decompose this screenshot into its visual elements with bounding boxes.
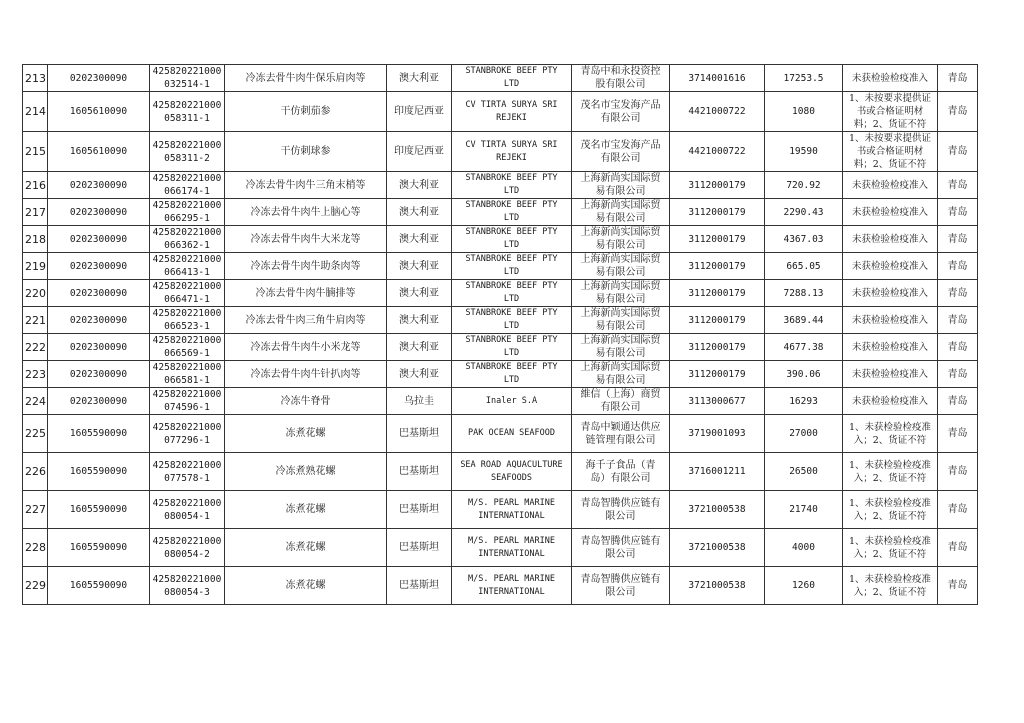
rejection-reason: 未获检验检疫准入 xyxy=(843,307,938,334)
row-number: 229 xyxy=(23,567,48,605)
declaration-number: 425820221000 066581-1 xyxy=(150,361,225,388)
quantity-value: 7288.13 xyxy=(765,280,843,307)
row-number: 219 xyxy=(23,253,48,280)
importer-name: 上海新尚实国际贸 易有限公司 xyxy=(572,334,670,361)
row-number: 214 xyxy=(23,92,48,132)
exporter-name: STANBROKE BEEF PTY LTD xyxy=(452,280,572,307)
origin-country: 澳大利亚 xyxy=(387,307,452,334)
importer-record-code: 3112000179 xyxy=(670,334,765,361)
declaration-number: 425820221000 080054-1 xyxy=(150,491,225,529)
rejection-reason: 未获检验检疫准入 xyxy=(843,388,938,415)
entry-port: 青岛 xyxy=(938,453,978,491)
product-name: 冷冻去骨牛肉牛针扒肉等 xyxy=(225,361,387,388)
quantity-value: 720.92 xyxy=(765,172,843,199)
importer-name: 青岛智腾供应链有 限公司 xyxy=(572,491,670,529)
row-number: 225 xyxy=(23,415,48,453)
importer-record-code: 3714001616 xyxy=(670,65,765,92)
declaration-number: 425820221000 077296-1 xyxy=(150,415,225,453)
product-name: 冷冻去骨牛肉牛小米龙等 xyxy=(225,334,387,361)
rejection-reason: 未获检验检疫准入 xyxy=(843,253,938,280)
rejection-reason: 1、未获检验检疫准 入；2、货证不符 xyxy=(843,567,938,605)
entry-port: 青岛 xyxy=(938,388,978,415)
product-name: 干仿刺茄参 xyxy=(225,92,387,132)
entry-port: 青岛 xyxy=(938,226,978,253)
row-number: 228 xyxy=(23,529,48,567)
exporter-name: M/S. PEARL MARINE INTERNATIONAL xyxy=(452,567,572,605)
row-number: 218 xyxy=(23,226,48,253)
importer-record-code: 3113000677 xyxy=(670,388,765,415)
product-name: 冻煮花螺 xyxy=(225,529,387,567)
importer-name: 青岛智腾供应链有 限公司 xyxy=(572,529,670,567)
entry-port: 青岛 xyxy=(938,172,978,199)
product-name: 冷冻去骨牛肉牛大米龙等 xyxy=(225,226,387,253)
quantity-value: 19590 xyxy=(765,132,843,172)
declaration-number: 425820221000 066174-1 xyxy=(150,172,225,199)
table-row xyxy=(23,65,978,92)
row-number: 217 xyxy=(23,199,48,226)
table-row xyxy=(23,491,978,529)
table-row xyxy=(23,307,978,334)
origin-country: 巴基斯坦 xyxy=(387,567,452,605)
origin-country: 巴基斯坦 xyxy=(387,491,452,529)
exporter-name: STANBROKE BEEF PTY LTD xyxy=(452,361,572,388)
exporter-name: M/S. PEARL MARINE INTERNATIONAL xyxy=(452,529,572,567)
rejection-reason: 1、未按要求提供证 书或合格证明材 料；2、货证不符 xyxy=(843,92,938,132)
declaration-number: 425820221000 066413-1 xyxy=(150,253,225,280)
row-number: 222 xyxy=(23,334,48,361)
quantity-value: 390.06 xyxy=(765,361,843,388)
importer-name: 青岛智腾供应链有 限公司 xyxy=(572,567,670,605)
importer-record-code: 3112000179 xyxy=(670,172,765,199)
origin-country: 澳大利亚 xyxy=(387,361,452,388)
row-number: 216 xyxy=(23,172,48,199)
declaration-number: 425820221000 077578-1 xyxy=(150,453,225,491)
exporter-name: SEA ROAD AQUACULTURE SEAFOODS xyxy=(452,453,572,491)
rejection-reason: 1、未获检验检疫准 入；2、货证不符 xyxy=(843,415,938,453)
importer-record-code: 3716001211 xyxy=(670,453,765,491)
hs-code: 1605610090 xyxy=(48,92,150,132)
quantity-value: 4000 xyxy=(765,529,843,567)
origin-country: 澳大利亚 xyxy=(387,253,452,280)
table-row xyxy=(23,226,978,253)
origin-country: 澳大利亚 xyxy=(387,199,452,226)
table-row xyxy=(23,388,978,415)
product-name: 冻煮花螺 xyxy=(225,491,387,529)
exporter-name: STANBROKE BEEF PTY LTD xyxy=(452,172,572,199)
quantity-value: 16293 xyxy=(765,388,843,415)
hs-code: 0202300090 xyxy=(48,172,150,199)
row-number: 220 xyxy=(23,280,48,307)
rejection-reason: 1、未获检验检疫准 入；2、货证不符 xyxy=(843,453,938,491)
importer-name: 青岛中和永投资控 股有限公司 xyxy=(572,65,670,92)
table-row xyxy=(23,567,978,605)
importer-record-code: 3721000538 xyxy=(670,529,765,567)
origin-country: 澳大利亚 xyxy=(387,65,452,92)
rejection-reason: 未获检验检疫准入 xyxy=(843,334,938,361)
importer-record-code: 3721000538 xyxy=(670,491,765,529)
declaration-number: 425820221000 066471-1 xyxy=(150,280,225,307)
importer-record-code: 3112000179 xyxy=(670,361,765,388)
origin-country: 巴基斯坦 xyxy=(387,415,452,453)
rejection-reason: 1、未获检验检疫准 入；2、货证不符 xyxy=(843,529,938,567)
hs-code: 1605610090 xyxy=(48,132,150,172)
table-body xyxy=(23,65,978,605)
product-name: 冷冻煮熟花螺 xyxy=(225,453,387,491)
importer-name: 上海新尚实国际贸 易有限公司 xyxy=(572,172,670,199)
hs-code: 1605590090 xyxy=(48,529,150,567)
declaration-number: 425820221000 058311-1 xyxy=(150,92,225,132)
rejection-reason: 未获检验检疫准入 xyxy=(843,172,938,199)
importer-record-code: 4421000722 xyxy=(670,132,765,172)
exporter-name: STANBROKE BEEF PTY LTD xyxy=(452,307,572,334)
rejection-reason: 未获检验检疫准入 xyxy=(843,226,938,253)
exporter-name: Inaler S.A xyxy=(452,388,572,415)
table-row xyxy=(23,172,978,199)
exporter-name: M/S. PEARL MARINE INTERNATIONAL xyxy=(452,491,572,529)
table-row xyxy=(23,529,978,567)
row-number: 226 xyxy=(23,453,48,491)
quantity-value: 26500 xyxy=(765,453,843,491)
origin-country: 巴基斯坦 xyxy=(387,529,452,567)
row-number: 213 xyxy=(23,65,48,92)
importer-name: 茂名市宝发海产品 有限公司 xyxy=(572,92,670,132)
row-number: 221 xyxy=(23,307,48,334)
origin-country: 澳大利亚 xyxy=(387,226,452,253)
declaration-number: 425820221000 066523-1 xyxy=(150,307,225,334)
exporter-name: STANBROKE BEEF PTY LTD xyxy=(452,253,572,280)
importer-name: 茂名市宝发海产品 有限公司 xyxy=(572,132,670,172)
origin-country: 乌拉圭 xyxy=(387,388,452,415)
hs-code: 0202300090 xyxy=(48,334,150,361)
hs-code: 0202300090 xyxy=(48,226,150,253)
rejection-reason: 未获检验检疫准入 xyxy=(843,199,938,226)
importer-record-code: 3112000179 xyxy=(670,226,765,253)
origin-country: 印度尼西亚 xyxy=(387,92,452,132)
product-name: 冷冻去骨牛肉牛上脑心等 xyxy=(225,199,387,226)
hs-code: 0202300090 xyxy=(48,307,150,334)
table-row xyxy=(23,280,978,307)
hs-code: 1605590090 xyxy=(48,415,150,453)
quantity-value: 3689.44 xyxy=(765,307,843,334)
exporter-name: PAK OCEAN SEAFOOD xyxy=(452,415,572,453)
exporter-name: STANBROKE BEEF PTY LTD xyxy=(452,226,572,253)
hs-code: 1605590090 xyxy=(48,491,150,529)
declaration-number: 425820221000 080054-3 xyxy=(150,567,225,605)
rejection-reason: 未获检验检疫准入 xyxy=(843,280,938,307)
rejected-imports-table xyxy=(22,64,978,605)
product-name: 冷冻去骨牛肉三角牛肩肉等 xyxy=(225,307,387,334)
hs-code: 0202300090 xyxy=(48,388,150,415)
importer-record-code: 3112000179 xyxy=(670,199,765,226)
quantity-value: 1260 xyxy=(765,567,843,605)
importer-record-code: 3112000179 xyxy=(670,280,765,307)
exporter-name: STANBROKE BEEF PTY LTD xyxy=(452,334,572,361)
importer-record-code: 3721000538 xyxy=(670,567,765,605)
declaration-number: 425820221000 058311-2 xyxy=(150,132,225,172)
origin-country: 澳大利亚 xyxy=(387,280,452,307)
declaration-number: 425820221000 080054-2 xyxy=(150,529,225,567)
hs-code: 0202300090 xyxy=(48,280,150,307)
entry-port: 青岛 xyxy=(938,65,978,92)
row-number: 223 xyxy=(23,361,48,388)
importer-name: 維信（上海）商贸 有限公司 xyxy=(572,388,670,415)
product-name: 冷冻去骨牛肉牛助条肉等 xyxy=(225,253,387,280)
entry-port: 青岛 xyxy=(938,253,978,280)
declaration-number: 425820221000 074596-1 xyxy=(150,388,225,415)
table-row xyxy=(23,453,978,491)
entry-port: 青岛 xyxy=(938,92,978,132)
importer-record-code: 3112000179 xyxy=(670,307,765,334)
importer-name: 上海新尚实国际贸 易有限公司 xyxy=(572,280,670,307)
row-number: 215 xyxy=(23,132,48,172)
importer-name: 上海新尚实国际贸 易有限公司 xyxy=(572,307,670,334)
quantity-value: 17253.5 xyxy=(765,65,843,92)
origin-country: 澳大利亚 xyxy=(387,172,452,199)
table-row xyxy=(23,361,978,388)
declaration-number: 425820221000 032514-1 xyxy=(150,65,225,92)
entry-port: 青岛 xyxy=(938,529,978,567)
table-row xyxy=(23,132,978,172)
quantity-value: 27000 xyxy=(765,415,843,453)
declaration-number: 425820221000 066362-1 xyxy=(150,226,225,253)
product-name: 干仿刺球参 xyxy=(225,132,387,172)
entry-port: 青岛 xyxy=(938,334,978,361)
rejection-reason: 未获检验检疫准入 xyxy=(843,361,938,388)
exporter-name: CV TIRTA SURYA SRI REJEKI xyxy=(452,132,572,172)
hs-code: 0202300090 xyxy=(48,361,150,388)
product-name: 冷冻去骨牛肉牛腩排等 xyxy=(225,280,387,307)
quantity-value: 665.05 xyxy=(765,253,843,280)
entry-port: 青岛 xyxy=(938,132,978,172)
importer-name: 青岛中颖通达供应 链管理有限公司 xyxy=(572,415,670,453)
importer-name: 上海新尚实国际贸 易有限公司 xyxy=(572,361,670,388)
origin-country: 巴基斯坦 xyxy=(387,453,452,491)
importer-record-code: 3112000179 xyxy=(670,253,765,280)
entry-port: 青岛 xyxy=(938,307,978,334)
row-number: 224 xyxy=(23,388,48,415)
exporter-name: CV TIRTA SURYA SRI REJEKI xyxy=(452,92,572,132)
rejection-reason: 1、未按要求提供证 书或合格证明材 料；2、货证不符 xyxy=(843,132,938,172)
importer-name: 上海新尚实国际贸 易有限公司 xyxy=(572,253,670,280)
origin-country: 印度尼西亚 xyxy=(387,132,452,172)
importer-name: 上海新尚实国际贸 易有限公司 xyxy=(572,226,670,253)
row-number: 227 xyxy=(23,491,48,529)
table-row xyxy=(23,199,978,226)
quantity-value: 21740 xyxy=(765,491,843,529)
importer-name: 海千子食品（青 岛）有限公司 xyxy=(572,453,670,491)
hs-code: 0202300090 xyxy=(48,65,150,92)
product-name: 冻煮花螺 xyxy=(225,567,387,605)
importer-record-code: 3719001093 xyxy=(670,415,765,453)
quantity-value: 2290.43 xyxy=(765,199,843,226)
hs-code: 1605590090 xyxy=(48,453,150,491)
entry-port: 青岛 xyxy=(938,361,978,388)
declaration-number: 425820221000 066295-1 xyxy=(150,199,225,226)
entry-port: 青岛 xyxy=(938,567,978,605)
quantity-value: 4367.03 xyxy=(765,226,843,253)
exporter-name: STANBROKE BEEF PTY LTD xyxy=(452,65,572,92)
table-row xyxy=(23,334,978,361)
table-row xyxy=(23,415,978,453)
entry-port: 青岛 xyxy=(938,280,978,307)
declaration-number: 425820221000 066569-1 xyxy=(150,334,225,361)
hs-code: 0202300090 xyxy=(48,199,150,226)
table-row xyxy=(23,92,978,132)
product-name: 冻煮花螺 xyxy=(225,415,387,453)
table-row xyxy=(23,253,978,280)
entry-port: 青岛 xyxy=(938,199,978,226)
entry-port: 青岛 xyxy=(938,491,978,529)
hs-code: 1605590090 xyxy=(48,567,150,605)
product-name: 冷冻去骨牛肉牛三角末梢等 xyxy=(225,172,387,199)
importer-record-code: 4421000722 xyxy=(670,92,765,132)
product-name: 冷冻去骨牛肉牛保乐肩肉等 xyxy=(225,65,387,92)
origin-country: 澳大利亚 xyxy=(387,334,452,361)
rejection-reason: 1、未获检验检疫准 入；2、货证不符 xyxy=(843,491,938,529)
entry-port: 青岛 xyxy=(938,415,978,453)
quantity-value: 1080 xyxy=(765,92,843,132)
product-name: 冷冻牛脊骨 xyxy=(225,388,387,415)
importer-name: 上海新尚实国际贸 易有限公司 xyxy=(572,199,670,226)
exporter-name: STANBROKE BEEF PTY LTD xyxy=(452,199,572,226)
quantity-value: 4677.38 xyxy=(765,334,843,361)
rejection-reason: 未获检验检疫准入 xyxy=(843,65,938,92)
hs-code: 0202300090 xyxy=(48,253,150,280)
